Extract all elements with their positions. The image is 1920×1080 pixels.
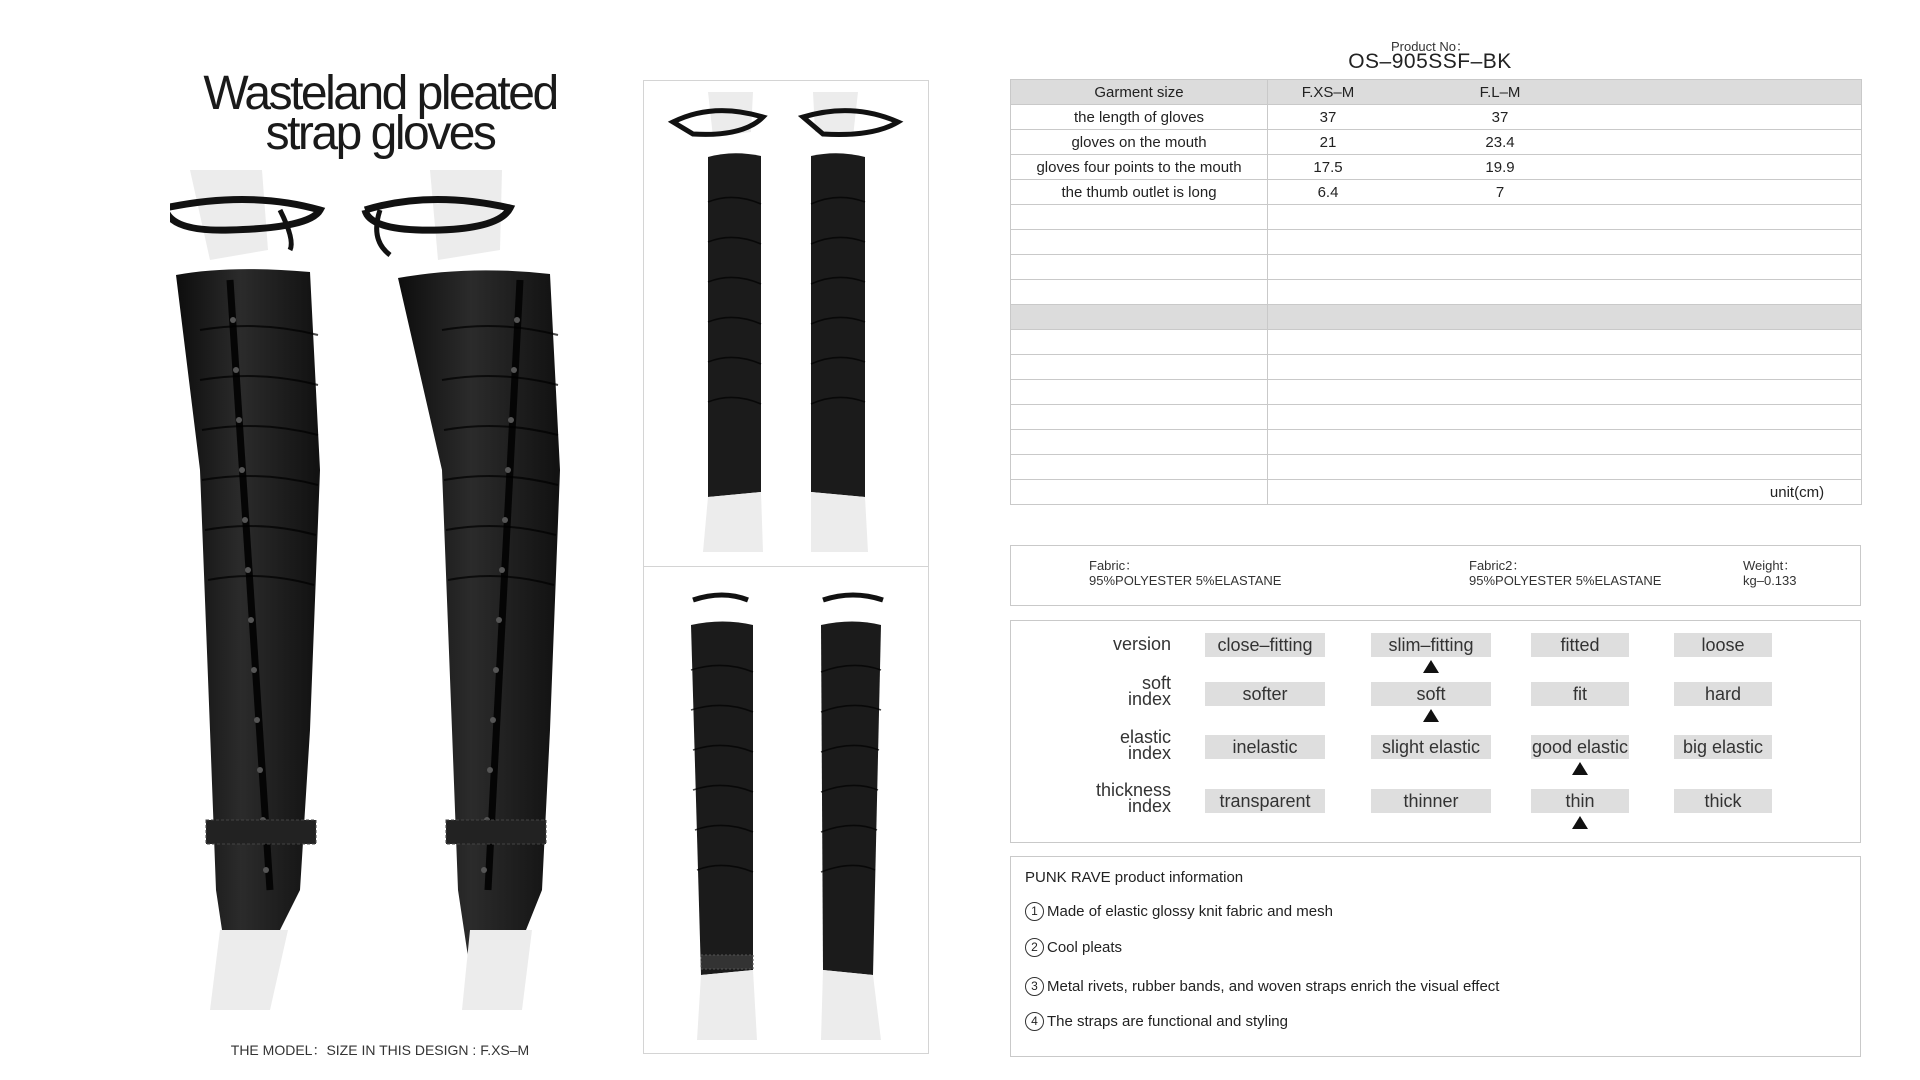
weight-value: kg–0.133: [1743, 573, 1797, 588]
table-row-empty: [1011, 255, 1862, 280]
fabric-2-label: Fabric2：: [1469, 558, 1526, 573]
table-row-shaded: [1011, 305, 1862, 330]
version-label: version: [1112, 634, 1171, 654]
list-item: [1025, 1012, 1288, 1031]
weight-label: Weight：: [1743, 558, 1797, 573]
table-row: [1011, 180, 1862, 205]
table-row: [1011, 105, 1862, 130]
fabric-1-value: 95%POLYESTER 5%ELASTANE: [1089, 573, 1282, 588]
list-item-number: 2: [1025, 938, 1044, 957]
list-item-text: Metal rivets, rubber bands, and woven straps enrich the visual effect: [1047, 978, 1500, 995]
table-row-empty: [1011, 380, 1862, 405]
list-item-number: 4: [1025, 1012, 1044, 1031]
version-option: loose: [1674, 633, 1772, 657]
thickness-index-option: thinner: [1371, 789, 1491, 813]
elastic-index-selected-marker: [1572, 762, 1588, 775]
list-item: [1025, 977, 1499, 996]
list-item: [1025, 902, 1333, 921]
soft-index-option: soft: [1371, 682, 1491, 706]
version-option: close–fitting: [1205, 633, 1325, 657]
elastic-index-option: inelastic: [1205, 735, 1325, 759]
photo-divider: [643, 566, 929, 567]
list-item-text: The straps are functional and styling: [1047, 1013, 1288, 1030]
row-label: the length of gloves: [1011, 105, 1268, 130]
fabric-2: [1469, 558, 1661, 588]
version-option: fitted: [1531, 633, 1629, 657]
product-title: [170, 67, 590, 160]
model-size-caption: THE MODEL：SIZE IN THIS DESIGN : F.XS–M: [230, 1042, 530, 1058]
weight: [1743, 558, 1797, 588]
main-product-photo: [170, 170, 590, 1010]
row-value-size-2: 23.4: [1485, 133, 1515, 151]
fit-index-box: [1010, 620, 1861, 843]
product-number-label: Product No：: [1390, 39, 1470, 54]
soft-index-selected-marker: [1423, 709, 1439, 722]
version-option: slim–fitting: [1371, 633, 1491, 657]
thickness-index-option: thin: [1531, 789, 1629, 813]
thickness-index-selected-marker: [1572, 816, 1588, 829]
header-size-2: F.L–M: [1479, 83, 1521, 101]
product-title-line-2: strap gloves: [265, 107, 495, 160]
table-row-empty: [1011, 330, 1862, 355]
header-size-1: F.XS–M: [1301, 83, 1355, 101]
row-value-size-1: 37: [1319, 108, 1337, 126]
table-row-empty: [1011, 230, 1862, 255]
soft-index-label: soft index: [1127, 673, 1171, 709]
detail-photo-back: [653, 580, 919, 1048]
list-item: [1025, 938, 1122, 957]
header-garment-size: Garment size: [1011, 80, 1268, 105]
thickness-index-option: transparent: [1205, 789, 1325, 813]
product-number: OS–905SSF–BK: [1348, 50, 1512, 73]
table-row: [1011, 130, 1862, 155]
product-info-title: PUNK RAVE product information: [1025, 869, 1244, 886]
right-glove-illustration: [365, 170, 560, 1010]
row-label: gloves four points to the mouth: [1011, 155, 1268, 180]
thickness-index-label: thickness index: [1095, 780, 1171, 816]
fabric-1: [1089, 558, 1281, 588]
table-row-empty: [1011, 430, 1862, 455]
list-item-text: Made of elastic glossy knit fabric and mesh: [1047, 903, 1333, 920]
elastic-index-label: elastic index: [1119, 727, 1171, 763]
row-value-size-1: 17.5: [1313, 158, 1343, 176]
table-row-unit: [1011, 480, 1862, 505]
table-row-empty: [1011, 405, 1862, 430]
elastic-index-option: good elastic: [1531, 737, 1629, 757]
row-value-size-2: 19.9: [1485, 158, 1515, 176]
size-table-header: [1011, 80, 1862, 105]
row-value-size-2: 37: [1491, 108, 1509, 126]
table-row: [1011, 155, 1862, 180]
soft-index-option: fit: [1531, 682, 1629, 706]
elastic-index-option: big elastic: [1674, 735, 1772, 759]
soft-index-option: softer: [1205, 682, 1325, 706]
soft-index-option: hard: [1674, 682, 1772, 706]
table-row-empty: [1011, 280, 1862, 305]
fabric-info-box: [1010, 545, 1861, 606]
fabric-1-label: Fabric：: [1089, 558, 1139, 573]
thickness-index-option: thick: [1674, 789, 1772, 813]
table-row-empty: [1011, 355, 1862, 380]
elastic-index-option: slight elastic: [1371, 735, 1491, 759]
list-item-number: 3: [1025, 977, 1044, 996]
version-selected-marker: [1423, 660, 1439, 673]
row-value-size-1: 21: [1319, 133, 1337, 151]
product-title-line-1: Wasteland pleated: [203, 67, 557, 120]
table-row-empty: [1011, 205, 1862, 230]
table-row-empty: [1011, 455, 1862, 480]
detail-photo-front: [653, 92, 919, 560]
size-table: [1010, 79, 1861, 505]
unit-label: unit(cm): [1769, 483, 1825, 501]
row-value-size-2: 7: [1495, 183, 1505, 201]
row-label: gloves on the mouth: [1011, 130, 1268, 155]
list-item-text: Cool pleats: [1047, 939, 1123, 956]
row-value-size-1: 6.4: [1317, 183, 1339, 201]
product-info-box: [1010, 856, 1861, 1057]
list-item-number: 1: [1025, 902, 1044, 921]
row-label: the thumb outlet is long: [1011, 180, 1268, 205]
fabric-2-value: 95%POLYESTER 5%ELASTANE: [1469, 573, 1662, 588]
left-glove-illustration: [170, 170, 320, 1010]
